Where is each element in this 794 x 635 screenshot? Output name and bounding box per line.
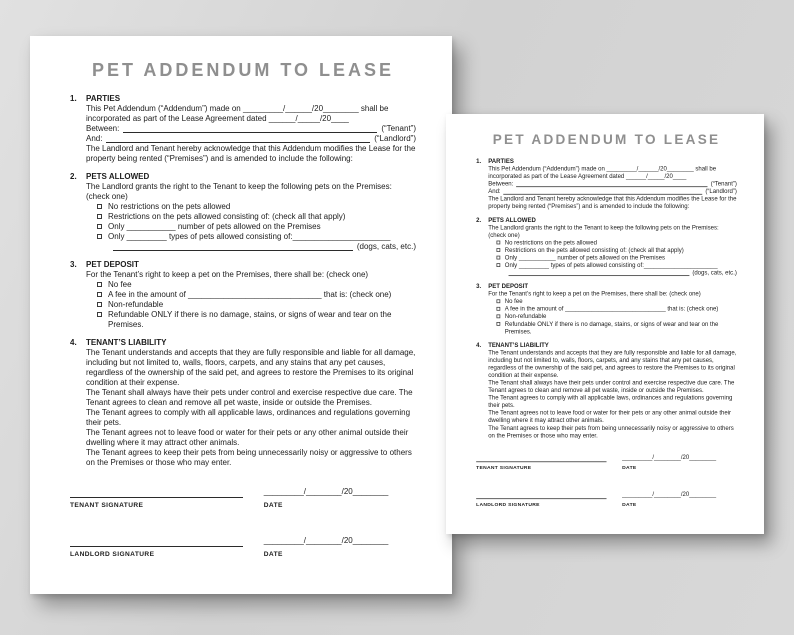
and-label: And: <box>488 187 501 195</box>
option-label: Only ___________ number of pets allowed on the Premises <box>108 222 321 231</box>
tenant-name-blank-line <box>123 125 377 133</box>
date-label: DATE <box>263 551 283 558</box>
section-body <box>488 165 737 210</box>
checkbox-option <box>97 290 416 300</box>
types-of-pets-blank-line <box>509 270 690 276</box>
option-label: No fee <box>504 297 523 305</box>
option-label: No fee <box>108 280 132 289</box>
liability-paragraph: The Tenant agrees not to leave food or water for their pets or any other animal outside their dwelling where it may attract other animals. <box>86 428 409 447</box>
liability-paragraph: The Tenant understands and accepts that they are fully responsible and liable for all damage, including but not limited to, walls, floors, carpets, and any stains that any pet causes, regardless of the ownership of the said pet, and agrees to restore the Premises to its original condition at their expense. <box>86 348 416 387</box>
option-label: A fee in the amount of ______________________________ that is: (check one) <box>108 290 392 299</box>
option-label: Refundable ONLY if there is no damage, stains, or signs of wear and tear on the Premises. <box>108 310 392 329</box>
between-label: Between: <box>488 180 514 188</box>
liability-paragraph: The Tenant shall always have their pets under control and exercise respective due care. The Tenant agrees to clean and remove all pet waste, inside or outside the Premises. <box>488 379 735 394</box>
option-label: Only _________ types of pets allowed consisting of:______________________ <box>108 232 391 241</box>
landlord-name-blank-line <box>504 189 703 195</box>
checkbox-icon <box>496 314 500 318</box>
tenant-date-blanks: _________/________/20________ <box>263 487 389 496</box>
document-copy-scaled <box>446 114 764 534</box>
parties-acknowledgment-text: The Landlord and Tenant hereby acknowledge that this Addendum modifies the Lease for the property being rented (“Premises”) and is amended to include the following: <box>86 144 416 163</box>
section-number: 2. <box>70 172 77 181</box>
checkbox-icon <box>97 204 102 209</box>
date-column <box>264 478 416 510</box>
option-label: Non-refundable <box>504 312 547 320</box>
section-title: PETS ALLOWED <box>488 216 536 224</box>
landlord-date-blanks: _________/________/20________ <box>263 536 389 545</box>
parties-acknowledgment-text: The Landlord and Tenant hereby acknowledge that this Addendum modifies the Lease for the property being rented (“Premises”) and is amended to include the following: <box>488 195 737 210</box>
liability-paragraph: The Tenant agrees to comply with all applicable laws, ordinances and regulations governing their pets. <box>86 408 411 427</box>
checkbox-icon <box>97 292 102 297</box>
and-row <box>86 134 416 144</box>
option-label: A fee in the amount of ______________________________ that is: (check one) <box>504 305 719 313</box>
pet-deposit-intro: For the Tenant’s right to keep a pet on the Premises, there shall be: (check one) <box>488 290 701 298</box>
section-title: PARTIES <box>86 94 121 103</box>
checkbox-icon <box>97 214 102 219</box>
section-body <box>86 270 416 330</box>
and-row <box>488 188 737 196</box>
signature-column <box>70 527 243 559</box>
liability-paragraph: The Tenant agrees to comply with all applicable laws, ordinances and regulations governing their pets. <box>488 394 733 409</box>
pet-addendum-document <box>30 36 452 594</box>
date-column <box>264 527 416 559</box>
checkbox-icon <box>97 234 102 239</box>
parties-made-on-text: This Pet Addendum (“Addendum”) made on _________/______/20________ shall be incorporated as part of the Lease Agreement dated ______/_____/20____ <box>488 165 717 180</box>
section-title: PARTIES <box>488 157 514 165</box>
checkbox-option <box>496 313 736 321</box>
option-label: Only ___________ number of pets allowed on the Premises <box>504 254 665 261</box>
signature-block <box>70 478 416 559</box>
checkbox-option <box>97 222 416 232</box>
checkbox-icon <box>97 312 102 317</box>
document-page-small <box>446 114 764 534</box>
section-heading-row <box>476 283 737 291</box>
checkbox-icon <box>97 282 102 287</box>
landlord-signature-line <box>476 484 606 499</box>
checkbox-icon <box>496 263 500 267</box>
section-heading-row <box>70 172 416 182</box>
section-title: TENANT’S LIABILITY <box>488 341 549 349</box>
checkbox-icon <box>97 302 102 307</box>
tenant-name-blank-line <box>516 181 707 187</box>
pet-addendum-document <box>446 114 764 534</box>
section-body <box>86 104 416 164</box>
section-number: 1. <box>70 94 77 103</box>
pets-allowed-intro: The Landlord grants the right to the Tenant to keep the following pets on the Premises: (check one) <box>488 224 719 239</box>
section-title: PET DEPOSIT <box>488 282 529 290</box>
document-title: PET ADDENDUM TO LEASE <box>492 132 721 148</box>
section-title: TENANT’S LIABILITY <box>86 338 167 347</box>
section-number: 1. <box>476 157 482 165</box>
option-label: Non-refundable <box>108 300 164 309</box>
checkbox-option <box>97 202 416 212</box>
tenant-signature-line <box>476 447 606 462</box>
liability-paragraph: The Tenant shall always have their pets under control and exercise respective due care. The Tenant agrees to clean and remove all pet waste, inside or outside the Premises. <box>86 388 413 407</box>
section-number: 4. <box>70 338 77 347</box>
landlord-suffix: (“Landlord”) <box>705 187 737 195</box>
section-parties <box>476 158 737 211</box>
date-label: DATE <box>622 502 637 508</box>
section-pet-deposit <box>476 283 737 336</box>
landlord-suffix: (“Landlord”) <box>374 134 416 143</box>
landlord-date-blanks: _________/________/20________ <box>622 490 717 498</box>
section-heading-row <box>476 158 737 166</box>
checkbox-option <box>97 280 416 290</box>
option-label: No restrictions on the pets allowed <box>504 239 597 246</box>
signature-block <box>476 447 737 508</box>
checkbox-icon <box>97 224 102 229</box>
checkbox-option <box>496 298 736 306</box>
liability-paragraph: The Tenant agrees to keep their pets from being unnecessarily noisy or aggressive to others on the Premises or those who may enter. <box>488 424 734 439</box>
checkbox-option <box>97 212 416 222</box>
section-body <box>86 182 416 252</box>
option-label: Restrictions on the pets allowed consisting of: (check all that apply) <box>108 212 346 221</box>
checkbox-icon <box>496 256 500 260</box>
checkbox-icon <box>496 307 500 311</box>
section-heading-row <box>476 216 737 224</box>
checkbox-option <box>97 232 416 242</box>
date-label: DATE <box>622 465 637 471</box>
checkbox-icon <box>496 322 500 326</box>
dogs-cats-etc-suffix: (dogs, cats, etc.) <box>692 269 737 277</box>
between-row <box>488 180 737 188</box>
tenant-signature-row <box>70 478 416 510</box>
document-title: PET ADDENDUM TO LEASE <box>91 60 395 80</box>
checkbox-option <box>97 310 416 330</box>
section-number: 3. <box>70 260 77 269</box>
section-title: PET DEPOSIT <box>86 260 139 269</box>
landlord-name-blank-line <box>106 135 370 143</box>
section-tenant-liability <box>70 338 416 468</box>
section-heading-row <box>70 94 416 104</box>
tenant-date-blanks: _________/________/20________ <box>622 453 717 461</box>
pets-allowed-intro: The Landlord grants the right to the Tenant to keep the following pets on the Premises: (check one) <box>86 182 392 201</box>
tenant-signature-label: TENANT SIGNATURE <box>70 502 144 509</box>
tenant-suffix: (“Tenant”) <box>710 180 737 188</box>
signature-column <box>476 447 606 471</box>
section-parties <box>70 94 416 164</box>
option-label: Restrictions on the pets allowed consisting of: (check all that apply) <box>504 246 684 254</box>
option-label: Only _________ types of pets allowed consisting of:______________________ <box>504 261 718 269</box>
between-row <box>86 124 416 134</box>
and-label: And: <box>86 134 103 143</box>
landlord-signature-label: LANDLORD SIGNATURE <box>70 551 155 558</box>
parties-made-on-text: This Pet Addendum (“Addendum”) made on _________/______/20________ shall be incorporated as part of the Lease Agreement dated ______/_____/20____ <box>86 104 389 123</box>
landlord-signature-line <box>70 527 243 547</box>
types-of-pets-blank-line <box>113 243 353 251</box>
section-pets-allowed <box>70 172 416 252</box>
landlord-signature-row <box>476 484 737 508</box>
date-label: DATE <box>263 502 283 509</box>
section-body <box>86 348 416 468</box>
section-title: PETS ALLOWED <box>86 172 150 181</box>
date-column <box>622 447 737 471</box>
between-label: Between: <box>86 124 120 133</box>
section-body <box>488 290 737 335</box>
section-pets-allowed <box>476 216 737 276</box>
checkbox-option <box>496 239 736 247</box>
date-column <box>622 484 737 508</box>
checkbox-option <box>496 320 736 335</box>
checkbox-option <box>496 262 736 270</box>
landlord-signature-label: LANDLORD SIGNATURE <box>476 502 540 508</box>
section-number: 4. <box>476 341 482 349</box>
section-number: 2. <box>476 216 482 224</box>
section-body <box>488 349 737 439</box>
checkbox-option <box>496 305 736 313</box>
checkbox-icon <box>496 248 500 252</box>
tenant-signature-row <box>476 447 737 471</box>
section-heading-row <box>476 342 737 350</box>
section-pet-deposit <box>70 260 416 330</box>
checkbox-option <box>496 247 736 255</box>
dogs-cats-etc-suffix: (dogs, cats, etc.) <box>356 242 416 251</box>
section-number: 3. <box>476 282 482 290</box>
pet-deposit-intro: For the Tenant’s right to keep a pet on the Premises, there shall be: (check one) <box>86 270 369 279</box>
liability-paragraph: The Tenant agrees not to leave food or water for their pets or any other animal outside their dwelling where it may attract other animals. <box>488 409 732 424</box>
tenant-suffix: (“Tenant”) <box>381 124 416 133</box>
document-page-large <box>30 36 452 594</box>
section-heading-row <box>70 338 416 348</box>
checkbox-option <box>97 300 416 310</box>
types-of-pets-continuation-row <box>109 242 416 252</box>
checkbox-icon <box>496 299 500 303</box>
signature-column <box>70 478 243 510</box>
option-label: No restrictions on the pets allowed <box>108 202 231 211</box>
liability-paragraph: The Tenant understands and accepts that they are fully responsible and liable for all damage, including but not limited to, walls, floors, carpets, and any stains that any pet causes, regardless of the ownership of the said pet, and agrees to restore the Premises to its original condition at their expense. <box>488 349 737 379</box>
tenant-signature-line <box>70 478 243 498</box>
liability-paragraph: The Tenant agrees to keep their pets from being unnecessarily noisy or aggressive to others on the Premises or those who may enter. <box>86 448 412 467</box>
checkbox-option <box>496 254 736 262</box>
section-body <box>488 224 737 277</box>
checkbox-icon <box>496 241 500 245</box>
landlord-signature-row <box>70 527 416 559</box>
section-tenant-liability <box>476 342 737 440</box>
signature-column <box>476 484 606 508</box>
types-of-pets-continuation-row <box>506 269 737 277</box>
option-label: Refundable ONLY if there is no damage, stains, or signs of wear and tear on the Premises. <box>504 320 719 335</box>
tenant-signature-label: TENANT SIGNATURE <box>476 465 532 471</box>
section-heading-row <box>70 260 416 270</box>
